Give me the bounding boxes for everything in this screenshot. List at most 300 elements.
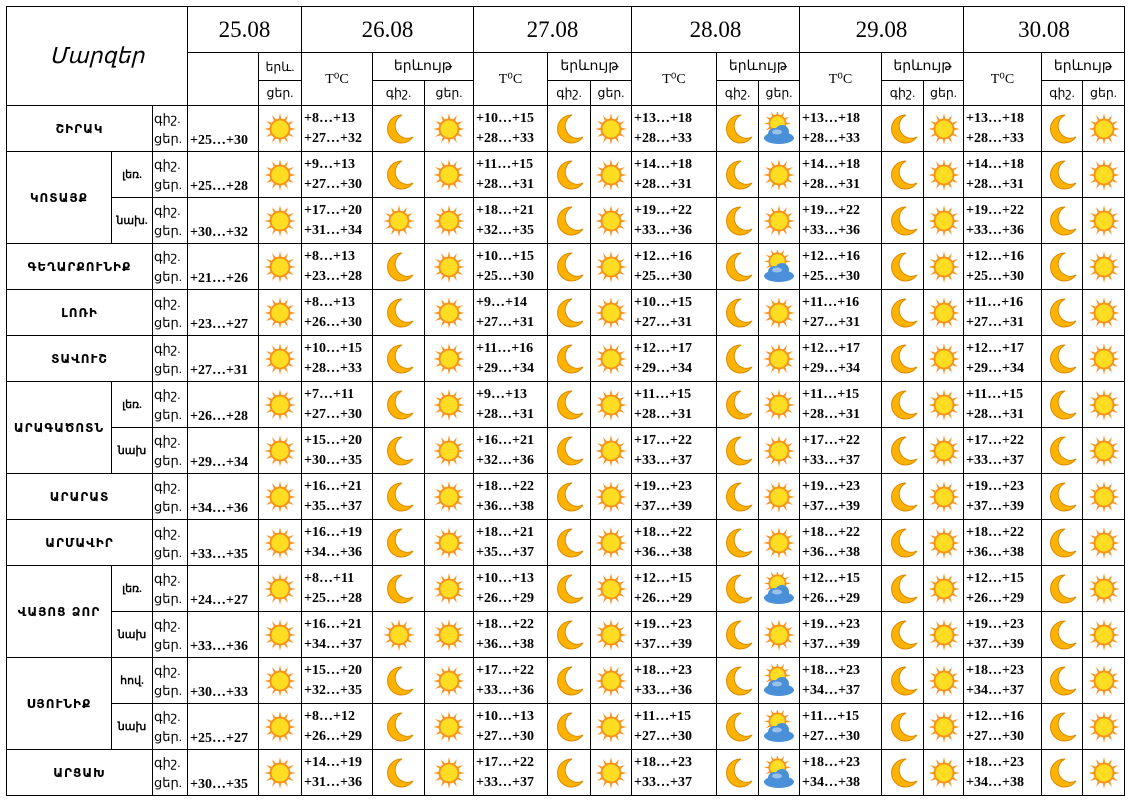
date-header: 29.08: [800, 7, 964, 53]
region-row: [7, 290, 1125, 336]
partly-cloudy-icon: [759, 704, 800, 750]
sun-icon: [759, 382, 800, 428]
moon-icon: [548, 244, 591, 290]
night-label: գիշ.: [154, 708, 181, 724]
temp-cell: [302, 152, 373, 198]
sun-icon: [259, 612, 302, 658]
period-labels: [153, 428, 188, 474]
night-label: գիշ.: [154, 340, 181, 356]
night-temp: +18…+22: [476, 478, 534, 494]
sun-icon: [591, 244, 632, 290]
day-temp: +27…+32: [304, 130, 362, 146]
night-temp: +18…+22: [634, 524, 692, 540]
temp-cell: [302, 750, 373, 796]
region-name: ԿՈՏԱՅՔ: [7, 152, 112, 244]
day-temp: +26…+30: [304, 314, 362, 330]
moon-icon: [882, 290, 924, 336]
day-label: ցեր.: [154, 406, 182, 422]
day-label: ցեր.: [154, 498, 182, 514]
sun-icon: [924, 106, 964, 152]
day-temp: +28…+31: [966, 406, 1024, 422]
temp-cell: [800, 658, 882, 704]
temp-cell: [474, 244, 548, 290]
date-header: 25.08: [188, 7, 302, 53]
temp-cell: [302, 244, 373, 290]
moon-icon: [717, 750, 759, 796]
sun-icon: [425, 290, 474, 336]
night-temp: +9…+13: [304, 156, 355, 172]
first-day-temp: +27…+31: [188, 336, 259, 382]
night-header: գիշ.: [373, 81, 425, 106]
sun-icon: [425, 474, 474, 520]
night-temp: +13…+18: [634, 110, 692, 126]
moon-icon: [1042, 474, 1083, 520]
night-temp: +15…+20: [304, 662, 362, 678]
sun-icon: [759, 474, 800, 520]
sun-icon: [924, 474, 964, 520]
night-label: գիշ.: [154, 156, 181, 172]
night-temp: +19…+23: [634, 478, 692, 494]
day-label: ցեր.: [154, 360, 182, 376]
sun-icon: [425, 520, 474, 566]
day-temp: +31…+34: [304, 222, 362, 238]
temp-cell: [632, 428, 717, 474]
day-temp: +27…+30: [802, 728, 860, 744]
sun-icon: [259, 428, 302, 474]
sun-icon: [259, 658, 302, 704]
day-temp: +34…+38: [966, 774, 1024, 790]
period-labels: [153, 382, 188, 428]
temp-cell: [474, 106, 548, 152]
temp-cell: [800, 152, 882, 198]
moon-icon: [717, 244, 759, 290]
moon-icon: [717, 198, 759, 244]
day-temp: +28…+33: [476, 130, 534, 146]
sun-icon: [591, 474, 632, 520]
region-name: ԱՐՄԱՎԻՐ: [7, 520, 153, 566]
day-temp: +37…+39: [634, 636, 692, 652]
sun-icon: [373, 198, 425, 244]
region-row: [7, 658, 1125, 704]
night-temp: +18…+23: [966, 754, 1024, 770]
day-temp: +25…+30: [476, 268, 534, 284]
night-temp: +12…+16: [802, 248, 860, 264]
weather-header: երևույթ: [717, 53, 800, 81]
moon-icon: [882, 198, 924, 244]
region-row: [7, 750, 1125, 796]
day-label: ցեր.: [154, 682, 182, 698]
day-label: ցեր.: [154, 222, 182, 238]
night-temp: +11…+15: [476, 156, 534, 172]
sun-icon: [1083, 566, 1125, 612]
day-temp: +37…+39: [634, 498, 692, 514]
moon-icon: [548, 336, 591, 382]
temp-cell: [474, 428, 548, 474]
sun-icon: [1083, 750, 1125, 796]
temp-cell: [964, 106, 1042, 152]
night-temp: +9…+13: [476, 386, 527, 402]
sun-icon: [591, 382, 632, 428]
moon-icon: [1042, 290, 1083, 336]
day-temp: +32…+35: [476, 222, 534, 238]
day-temp: +37…+39: [966, 498, 1024, 514]
day-temp: +29…+34: [476, 360, 534, 376]
night-temp: +10…+15: [476, 110, 534, 126]
temp-cell: [964, 152, 1042, 198]
sun-icon: [259, 152, 302, 198]
day-header: ցեր.: [591, 81, 632, 106]
sun-icon: [591, 336, 632, 382]
day-header: ցեր.: [1083, 81, 1125, 106]
night-temp: +16…+21: [476, 432, 534, 448]
temp-cell: [800, 244, 882, 290]
day-label: ցեր.: [154, 314, 182, 330]
moon-icon: [882, 336, 924, 382]
day-temp: +28…+31: [476, 176, 534, 192]
sun-icon: [425, 106, 474, 152]
moon-icon: [548, 658, 591, 704]
first-day-temp: +25…+30: [188, 106, 259, 152]
moon-icon: [717, 474, 759, 520]
temp-cell: [800, 566, 882, 612]
sun-icon: [924, 198, 964, 244]
first-day-temp: +25…+28: [188, 152, 259, 198]
moon-icon: [373, 428, 425, 474]
moon-icon: [717, 658, 759, 704]
sun-icon: [425, 152, 474, 198]
temp-cell: [302, 336, 373, 382]
night-temp: +19…+22: [634, 202, 692, 218]
day-header: ցեր.: [425, 81, 474, 106]
moon-icon: [373, 750, 425, 796]
night-temp: +14…+18: [802, 156, 860, 172]
day-label: ցեր.: [154, 728, 182, 744]
region-name: ԱՐՑԱԽ: [7, 750, 153, 796]
night-header: գիշ.: [882, 81, 924, 106]
night-temp: +12…+15: [802, 570, 860, 586]
region-row: [7, 428, 1125, 474]
temp-cell: [302, 520, 373, 566]
sun-icon: [1083, 612, 1125, 658]
sun-icon: [259, 244, 302, 290]
night-temp: +18…+23: [634, 754, 692, 770]
region-row: [7, 382, 1125, 428]
region-name: ՎԱՅՈՑ ՁՈՐ: [7, 566, 112, 658]
sun-icon: [425, 244, 474, 290]
day-temp: +33…+37: [476, 774, 534, 790]
temp-cell: [632, 106, 717, 152]
day-temp: +27…+30: [966, 728, 1024, 744]
moon-icon: [882, 474, 924, 520]
night-temp: +19…+23: [966, 478, 1024, 494]
sun-icon: [1083, 382, 1125, 428]
night-temp: +18…+22: [476, 616, 534, 632]
day-temp: +29…+34: [966, 360, 1024, 376]
night-temp: +15…+20: [304, 432, 362, 448]
day-label: ցեր.: [154, 774, 182, 790]
sun-icon: [1083, 658, 1125, 704]
temp-cell: [302, 704, 373, 750]
moon-icon: [882, 612, 924, 658]
day-temp: +25…+30: [802, 268, 860, 284]
first-day-temp: +26…+28: [188, 382, 259, 428]
night-temp: +13…+18: [966, 110, 1024, 126]
moon-icon: [1042, 336, 1083, 382]
day-label: ցեր.: [154, 636, 182, 652]
moon-icon: [1042, 612, 1083, 658]
sun-icon: [1083, 704, 1125, 750]
subregion-name: լեռ.: [112, 566, 153, 612]
moon-icon: [1042, 152, 1083, 198]
sun-icon: [924, 704, 964, 750]
period-labels: [153, 244, 188, 290]
night-temp: +13…+18: [802, 110, 860, 126]
moon-icon: [548, 612, 591, 658]
first-day-temp: +30…+32: [188, 198, 259, 244]
day-temp: +33…+36: [476, 682, 534, 698]
day-temp: +27…+30: [304, 176, 362, 192]
sun-icon: [591, 198, 632, 244]
period-labels: [153, 704, 188, 750]
moon-icon: [548, 290, 591, 336]
temp-cell: [474, 750, 548, 796]
night-temp: +12…+17: [802, 340, 860, 356]
day-temp: +36…+38: [634, 544, 692, 560]
temp-cell: [800, 198, 882, 244]
night-temp: +19…+22: [802, 202, 860, 218]
temp-cell: [964, 382, 1042, 428]
day-label: ցեր.: [154, 176, 182, 192]
temp-cell: [632, 336, 717, 382]
moon-icon: [548, 428, 591, 474]
night-temp: +18…+23: [802, 662, 860, 678]
sun-icon: [591, 612, 632, 658]
moon-icon: [548, 152, 591, 198]
temp-cell: [800, 382, 882, 428]
day-temp: +33…+37: [634, 452, 692, 468]
sun-icon: [591, 152, 632, 198]
subregion-name: լեռ.: [112, 382, 153, 428]
day-temp: +37…+39: [802, 636, 860, 652]
day-temp: +29…+34: [634, 360, 692, 376]
sun-icon: [591, 520, 632, 566]
temp-cell: [302, 382, 373, 428]
night-label: գիշ.: [154, 386, 181, 402]
night-temp: +17…+22: [802, 432, 860, 448]
moon-icon: [882, 428, 924, 474]
day-temp: +28…+31: [966, 176, 1024, 192]
sun-icon: [259, 106, 302, 152]
sun-icon: [259, 382, 302, 428]
night-label: գիշ.: [154, 110, 181, 126]
day-temp: +28…+33: [634, 130, 692, 146]
day-temp: +28…+31: [634, 406, 692, 422]
temp-cell: [474, 198, 548, 244]
day-label: ցեր.: [154, 544, 182, 560]
sun-icon: [425, 428, 474, 474]
night-temp: +19…+23: [634, 616, 692, 632]
subregion-name: նախ: [112, 612, 153, 658]
night-temp: +19…+23: [966, 616, 1024, 632]
temp-cell: [964, 198, 1042, 244]
sun-icon: [924, 290, 964, 336]
region-row: [7, 244, 1125, 290]
region-row: [7, 106, 1125, 152]
sun-icon: [425, 612, 474, 658]
day-temp: +34…+37: [966, 682, 1024, 698]
day-temp: +27…+31: [634, 314, 692, 330]
night-temp: +17…+22: [634, 432, 692, 448]
temp-cell: [474, 336, 548, 382]
period-labels: [153, 750, 188, 796]
night-temp: +8…+13: [304, 110, 355, 126]
night-temp: +10…+13: [476, 570, 534, 586]
moon-icon: [1042, 658, 1083, 704]
day-temp: +34…+37: [802, 682, 860, 698]
temp-cell: [632, 612, 717, 658]
sun-icon: [924, 428, 964, 474]
moon-icon: [548, 520, 591, 566]
temp-cell: [302, 428, 373, 474]
night-temp: +17…+22: [476, 754, 534, 770]
period-labels: [153, 106, 188, 152]
night-temp: +17…+22: [476, 662, 534, 678]
temp-cell: [302, 612, 373, 658]
day-temp: +33…+37: [634, 774, 692, 790]
period-labels: [153, 566, 188, 612]
date-header: 27.08: [474, 7, 632, 53]
night-temp: +18…+23: [802, 754, 860, 770]
region-row: [7, 198, 1125, 244]
night-temp: +11…+15: [802, 386, 860, 402]
night-temp: +10…+15: [304, 340, 362, 356]
day-temp: +32…+36: [476, 452, 534, 468]
night-temp: +11…+15: [802, 708, 860, 724]
temp-cell: [632, 658, 717, 704]
period-labels: [153, 290, 188, 336]
night-temp: +10…+15: [476, 248, 534, 264]
period-labels: [153, 198, 188, 244]
forecast-table: [6, 6, 1125, 796]
moon-icon: [717, 704, 759, 750]
day-label: ցեր.: [154, 590, 182, 606]
subregion-name: նախ.: [112, 198, 153, 244]
night-temp: +12…+15: [966, 570, 1024, 586]
sun-icon: [425, 566, 474, 612]
night-temp: +12…+16: [966, 708, 1024, 724]
moon-icon: [1042, 106, 1083, 152]
day-temp: +34…+36: [304, 544, 362, 560]
night-temp: +19…+23: [802, 616, 860, 632]
sun-icon: [259, 520, 302, 566]
temp-cell: [632, 198, 717, 244]
sun-icon: [759, 612, 800, 658]
night-temp: +12…+16: [966, 248, 1024, 264]
first-day-blank: [188, 53, 259, 106]
temp-cell: [800, 290, 882, 336]
night-temp: +16…+21: [304, 478, 362, 494]
night-header: գիշ.: [548, 81, 591, 106]
moon-icon: [717, 152, 759, 198]
first-day-temp: +23…+27: [188, 290, 259, 336]
period-labels: [153, 612, 188, 658]
day-temp: +25…+30: [966, 268, 1024, 284]
temp-cell: [800, 520, 882, 566]
subregion-name: նախ: [112, 428, 153, 474]
temp-cell: [800, 750, 882, 796]
moon-icon: [882, 520, 924, 566]
night-temp: +18…+23: [966, 662, 1024, 678]
moon-icon: [373, 474, 425, 520]
region-name: ԳԵՂԱՐՔՈՒՆԻՔ: [7, 244, 153, 290]
temp-cell: [474, 612, 548, 658]
weather-header: երևույթ: [882, 53, 964, 81]
day-temp: +26…+29: [634, 590, 692, 606]
sun-icon: [759, 520, 800, 566]
moon-icon: [548, 106, 591, 152]
moon-icon: [373, 382, 425, 428]
day-temp: +25…+30: [634, 268, 692, 284]
period-labels: [153, 658, 188, 704]
sun-icon: [259, 336, 302, 382]
sun-icon: [425, 382, 474, 428]
temp-cell: [302, 106, 373, 152]
day-temp: +35…+37: [476, 544, 534, 560]
night-header: գիշ.: [1042, 81, 1083, 106]
night-label: գիշ.: [154, 616, 181, 632]
night-temp: +12…+15: [634, 570, 692, 586]
sun-icon: [1083, 474, 1125, 520]
partly-cloudy-icon: [759, 244, 800, 290]
day-temp: +34…+38: [802, 774, 860, 790]
date-header: 26.08: [302, 7, 474, 53]
region-row: [7, 336, 1125, 382]
day-temp: +26…+29: [304, 728, 362, 744]
sun-icon: [425, 198, 474, 244]
day-temp: +29…+34: [802, 360, 860, 376]
temp-header: T⁰C: [302, 53, 373, 106]
day-temp: +32…+35: [304, 682, 362, 698]
temp-cell: [964, 336, 1042, 382]
temp-cell: [632, 152, 717, 198]
sun-icon: [924, 566, 964, 612]
first-day-temp: +21…+26: [188, 244, 259, 290]
day-temp: +25…+28: [304, 590, 362, 606]
night-label: գիշ.: [154, 248, 181, 264]
night-temp: +18…+21: [476, 202, 534, 218]
day-temp: +28…+33: [802, 130, 860, 146]
day-label: ցեր.: [154, 130, 182, 146]
night-temp: +10…+13: [476, 708, 534, 724]
temp-cell: [964, 474, 1042, 520]
sun-icon: [259, 474, 302, 520]
moon-icon: [373, 244, 425, 290]
temp-cell: [964, 428, 1042, 474]
temp-cell: [474, 474, 548, 520]
temp-cell: [474, 520, 548, 566]
moon-icon: [882, 382, 924, 428]
night-temp: +8…+11: [304, 570, 355, 586]
night-temp: +11…+15: [966, 386, 1024, 402]
sun-icon: [591, 750, 632, 796]
sun-icon: [591, 566, 632, 612]
first-day-temp: +33…+36: [188, 612, 259, 658]
moon-icon: [373, 290, 425, 336]
moon-icon: [882, 566, 924, 612]
day-temp: +28…+33: [966, 130, 1024, 146]
moon-icon: [717, 566, 759, 612]
day-temp: +28…+31: [476, 406, 534, 422]
